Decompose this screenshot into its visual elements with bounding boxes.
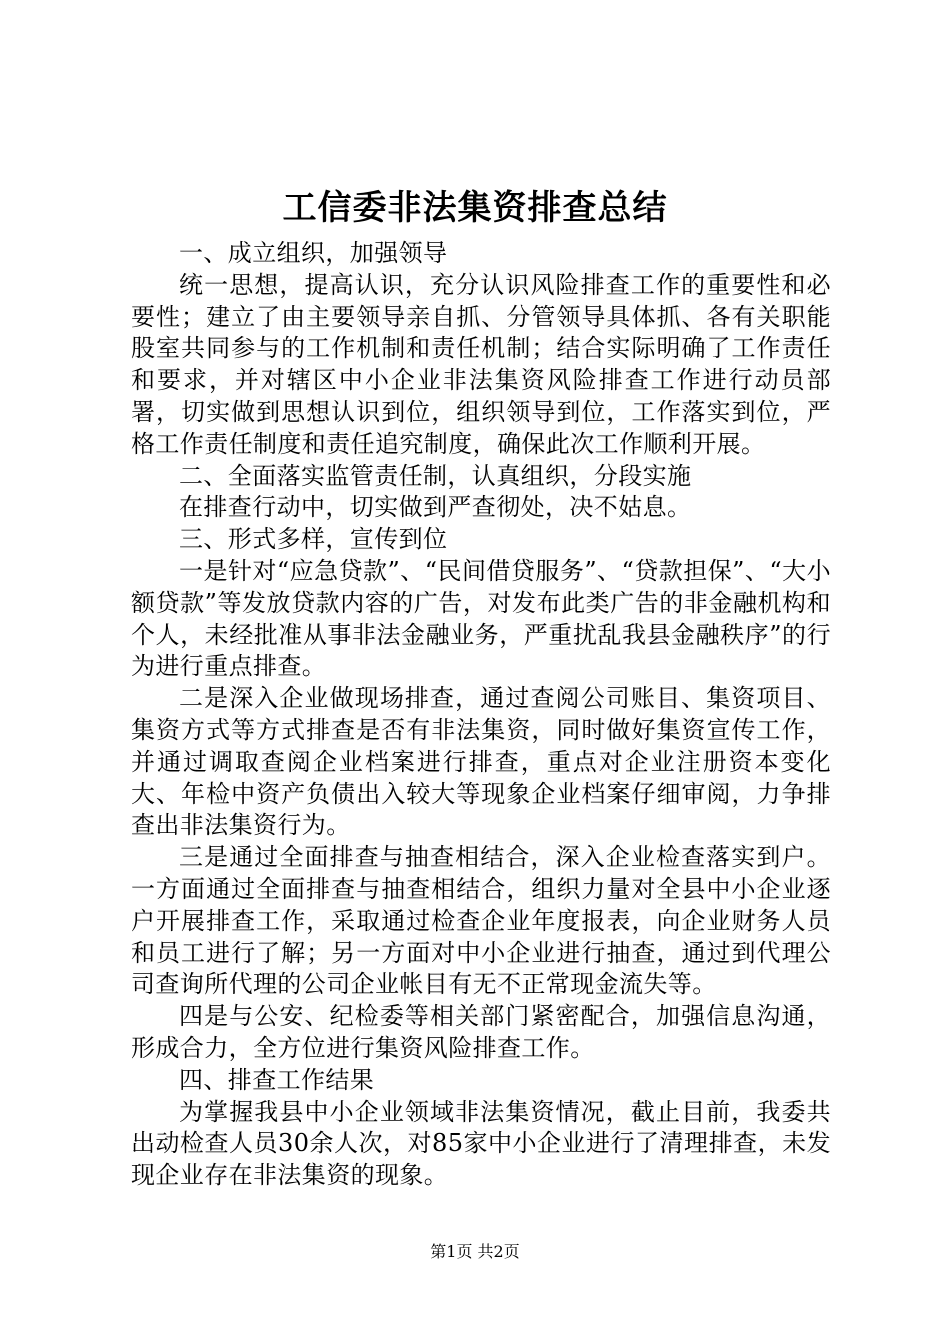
document-body (131, 238, 831, 1192)
body-paragraph: 为掌握我县中小企业领域非法集资情况，截止目前，我委共出动检查人员30余人次，对85家中小企业进行了清理排查，未发现企业存在非法集资的现象。 (131, 1097, 831, 1190)
document-title: 工信委非法集资排查总结 (282, 188, 668, 228)
body-paragraph: 三是通过全面排查与抽查相结合，深入企业检查落实到户。一方面通过全面排查与抽查相结合，组织力量对全县中小企业逐户开展排查工作，采取通过检查企业年度报表，向企业财务人员和员工进行了解；另一方面对中小企业进行抽查，通过到代理公司查询所代理的公司企业帐目有无不正常现金流失等。 (131, 843, 831, 999)
body-paragraph: 二是深入企业做现场排查，通过查阅公司账目、集资项目、集资方式等方式排查是否有非法集资，同时做好集资宣传工作，并通过调取查阅企业档案进行排查，重点对企业注册资本变化大、年检中资产负债出入较大等现象企业档案仔细审阅，力争排查出非法集资行为。 (131, 684, 831, 840)
page-footer: 第1页 共2页 (430, 1242, 520, 1261)
section-heading: 一、成立组织，加强领导 (179, 239, 448, 267)
body-paragraph: 一是针对“应急贷款”、“民间借贷服务”、“贷款担保”、“大小额贷款”等发放贷款内容的广告，对发布此类广告的非金融机构和个人，未经批准从事非法金融业务，严重扰乱我县金融秩序”的行为进行重点排查。 (131, 556, 831, 681)
body-paragraph: 四是与公安、纪检委等相关部门紧密配合，加强信息沟通，形成合力，全方位进行集资风险排查工作。 (131, 1002, 831, 1062)
section-heading: 二、全面落实监管责任制，认真组织，分段实施 (179, 461, 692, 490)
body-paragraph: 在排查行动中，切实做到严查彻处，决不姑息。 (179, 493, 692, 522)
body-paragraph: 统一思想，提高认识，充分认识风险排查工作的重要性和必要性；建立了由主要领导亲自抓、分管领导具体抓、各有关职能股室共同参与的工作机制和责任机制；结合实际明确了工作责任和要求，并对辖区中小企业非法集资风险排查工作进行动员部署，切实做到思想认识到位，组织领导到位，工作落实到位，严格工作责任制度和责任追究制度，确保此次工作顺利开展。 (131, 270, 831, 458)
section-heading: 四、排查工作结果 (179, 1065, 375, 1094)
section-heading: 三、形式多样，宣传到位 (179, 525, 448, 554)
